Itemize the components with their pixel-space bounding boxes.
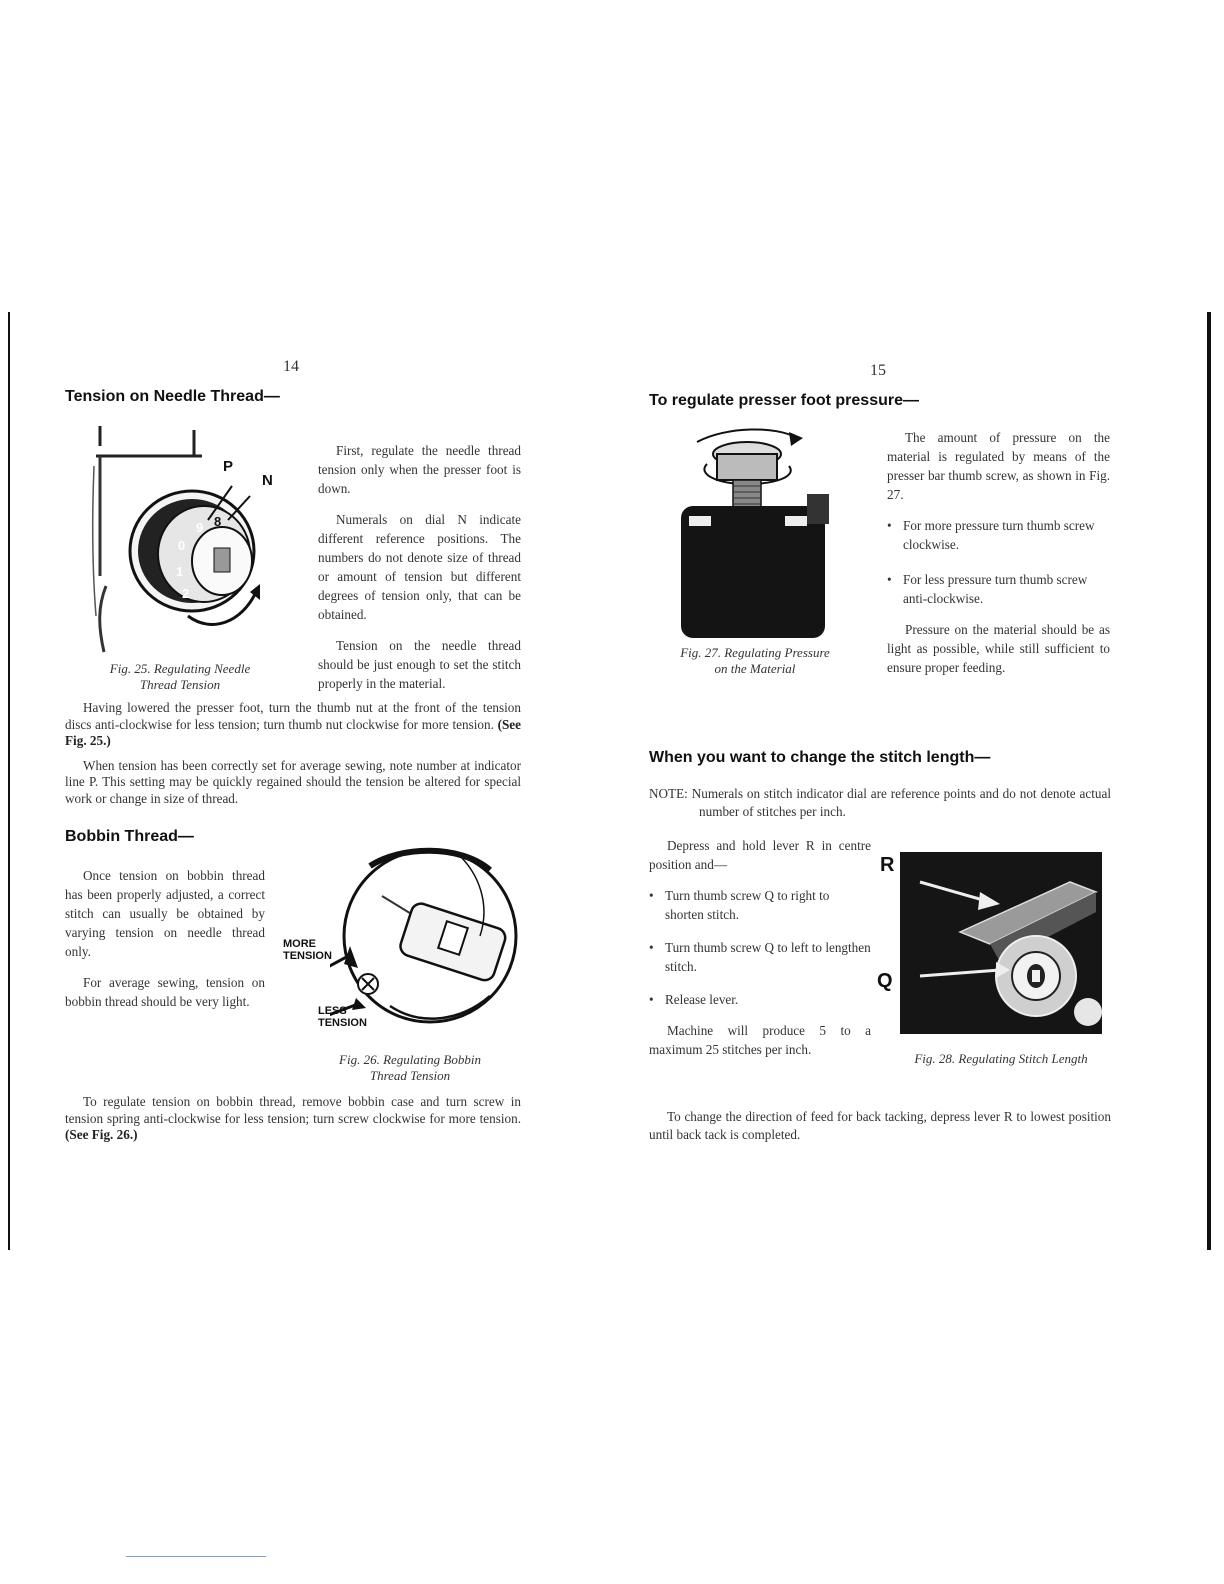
bullet-item: • Turn thumb screw Q to right to shorten stitch. <box>649 886 871 924</box>
label-line: MORE <box>283 938 316 950</box>
paragraph: Pressure on the material should be as light as possible, while still sufficient to ensure proper feeding. <box>887 622 1110 675</box>
caption-line: Fig. 25. Regulating Needle <box>109 661 251 676</box>
paragraph: Numerals on dial N indicate different reference positions. The numbers do not denote size of thread or amount of tension but different degrees of tension only, that can be obtained. <box>318 512 521 622</box>
figure-reference: (See Fig. 26.) <box>65 1127 138 1142</box>
svg-text:8: 8 <box>214 514 222 529</box>
fig-25-caption <box>70 661 290 693</box>
stitch-bullets <box>649 886 871 1009</box>
note-paragraph: NOTE: Numerals on stitch indicator dial are reference points and do not denote actual number of stitches per inch. <box>649 786 1111 819</box>
label-more-tension <box>283 938 332 962</box>
stitch-column <box>649 836 871 1059</box>
bobbin-heading: Bobbin Thread— <box>65 828 194 845</box>
page-number: 15 <box>870 362 886 379</box>
stitch-note <box>649 785 1111 821</box>
paragraph: First, regulate the needle thread tension only when the presser foot is down. <box>318 443 521 496</box>
svg-text:1: 1 <box>176 564 184 579</box>
footer-rule <box>126 1556 266 1557</box>
tension-needle-body <box>65 700 521 807</box>
label-p: P <box>223 458 234 475</box>
bullet-item: • For less pressure turn thumb screw anti-clockwise. <box>887 570 1110 608</box>
caption-line: Thread Tension <box>369 1068 451 1083</box>
scan-edge-left <box>8 312 10 1250</box>
figure-reference: (See Fig. 25.) <box>65 716 521 748</box>
tension-needle-column <box>318 441 521 693</box>
paragraph <box>65 1094 521 1144</box>
paragraph: For average sewing, tension on bobbin thread should be very light. <box>65 975 265 1009</box>
paragraph <box>65 700 521 750</box>
paragraph: To change the direction of feed for back tacking, depress lever R to lowest position until back tack is completed. <box>649 1109 1111 1142</box>
label-less-tension <box>318 1005 367 1029</box>
label-line: LESS <box>318 1005 347 1017</box>
fig-28-caption: Fig. 28. Regulating Stitch Length <box>914 1051 1088 1066</box>
paragraph: Depress and hold lever R in centre position and— <box>649 838 871 872</box>
svg-text:9: 9 <box>196 520 204 535</box>
label-line: TENSION <box>283 950 332 962</box>
page-number: 14 <box>283 358 299 375</box>
paragraph: Machine will produce 5 to a maximum 25 stitches per inch. <box>649 1023 871 1057</box>
label-q: Q <box>877 970 893 992</box>
paragraph-text: Having lowered the presser foot, turn the thumb nut at the front of the tension discs anti-clockwise for less tension; turn thumb nut clockwise for more tension. <box>65 700 521 732</box>
stitch-body <box>649 1108 1111 1144</box>
label-line: TENSION <box>318 1017 367 1029</box>
presser-heading: To regulate presser foot pressure— <box>649 392 919 409</box>
bullet-item: • Turn thumb screw Q to left to lengthen stitch. <box>649 938 871 976</box>
fig-27-caption <box>655 645 855 677</box>
caption-line: Thread Tension <box>139 677 221 692</box>
bullet-item: • Release lever. <box>649 990 871 1009</box>
caption-line: Fig. 26. Regulating Bobbin <box>339 1052 481 1067</box>
bobbin-column <box>65 866 265 1011</box>
presser-bullets <box>887 516 1110 608</box>
bullet-item: • For more pressure turn thumb screw clockwise. <box>887 516 1110 554</box>
paragraph: Once tension on bobbin thread has been properly adjusted, a correct stitch can usually be obtained by varying tension on needle thread only. <box>65 868 265 959</box>
svg-text:2: 2 <box>182 586 190 601</box>
fig-26-caption <box>300 1052 520 1084</box>
scan-edge-right <box>1207 312 1211 1250</box>
fig-25-illustration <box>82 426 282 654</box>
paragraph: Tension on the needle thread should be just enough to set the stitch properly in the material. <box>318 638 521 691</box>
paragraph-text: To regulate tension on bobbin thread, remove bobbin case and turn screw in tension spring anti-clockwise for less tension; turn screw clockwise for more tension. <box>65 1094 521 1126</box>
paragraph: The amount of pressure on the material is regulated by means of the presser bar thumb screw, as shown in Fig. 27. <box>887 430 1110 502</box>
svg-text:0: 0 <box>178 538 186 553</box>
tension-needle-heading: Tension on Needle Thread— <box>65 388 280 405</box>
caption-line: Fig. 27. Regulating Pressure <box>680 645 830 660</box>
caption-line: on the Material <box>714 661 796 676</box>
stitch-heading: When you want to change the stitch length— <box>649 749 991 766</box>
label-r: R <box>880 854 895 876</box>
label-n: N <box>262 472 273 489</box>
fig-28-photo <box>900 852 1102 1034</box>
paragraph: When tension has been correctly set for average sewing, note number at indicator line P. This setting may be quickly regained should the tension be altered for special work or change in size of thread. <box>65 757 521 806</box>
fig-27-illustration <box>677 424 829 638</box>
bobbin-body <box>65 1094 521 1144</box>
presser-column <box>887 428 1110 677</box>
